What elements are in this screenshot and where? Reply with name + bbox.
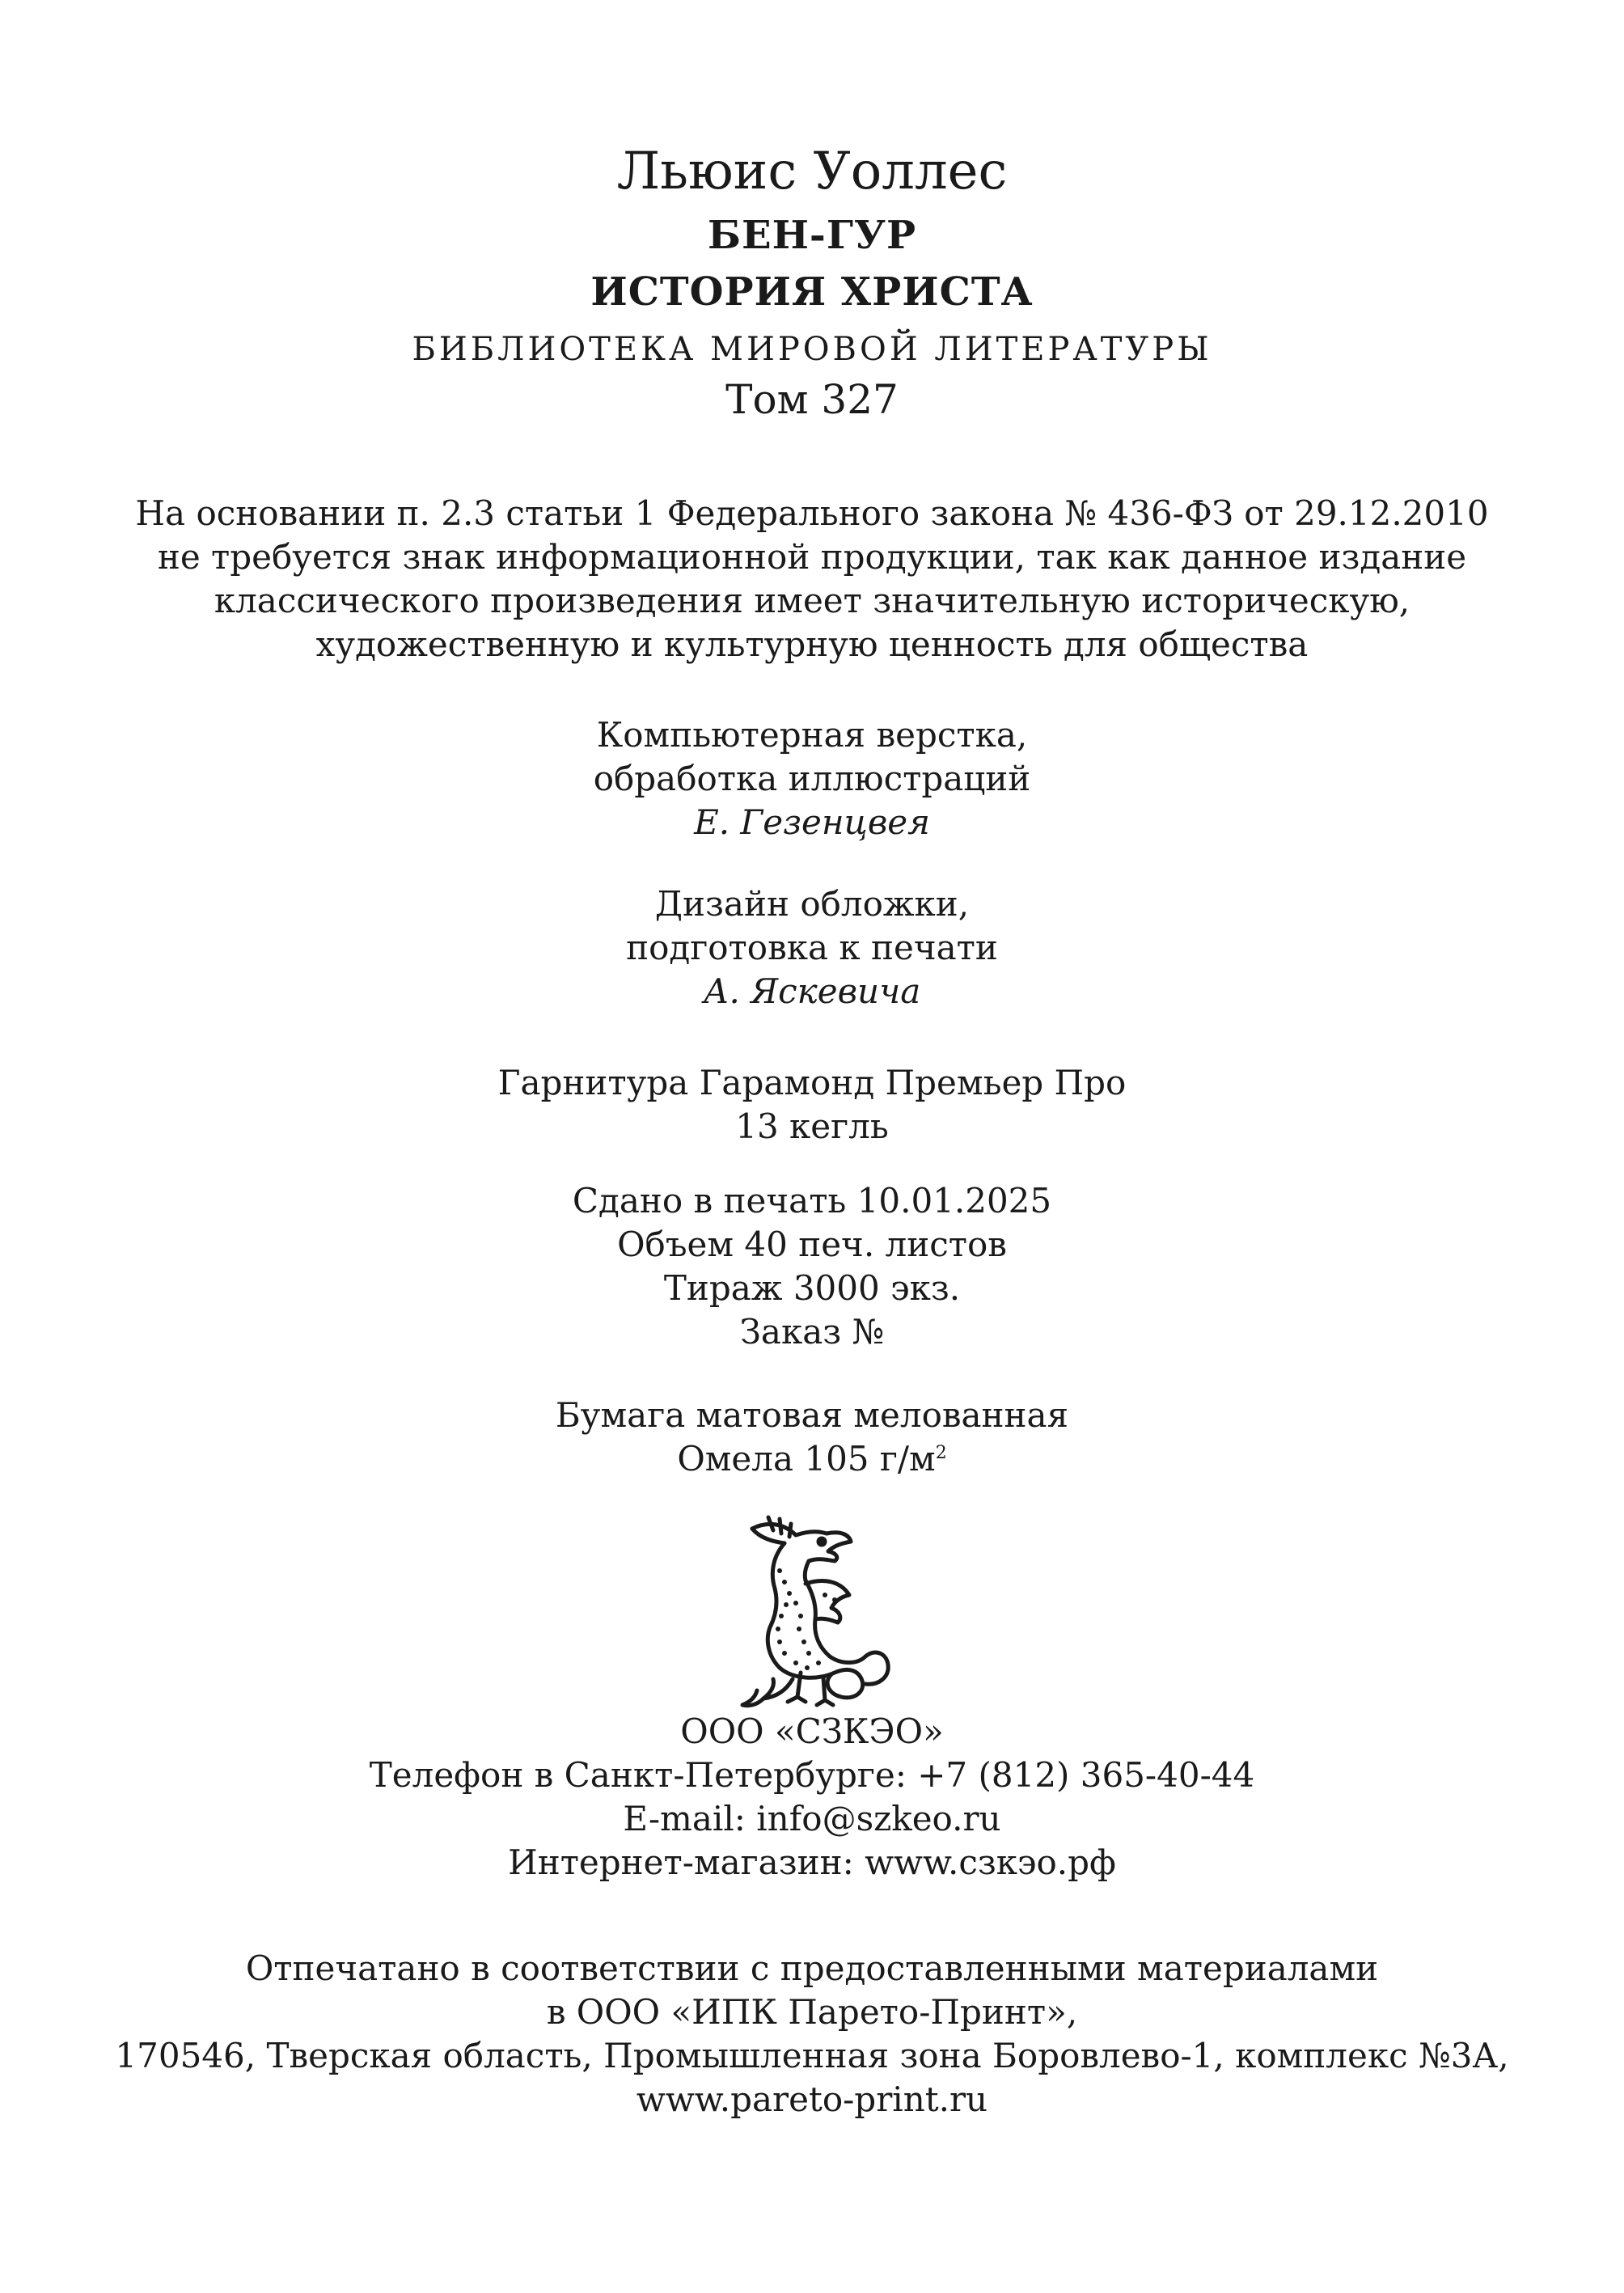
legal-line: классического произведения имеет значительную историческую, bbox=[214, 581, 1410, 620]
type-size: 13 кегль bbox=[735, 1106, 889, 1146]
credit-role: Компьютерная верстка, bbox=[596, 715, 1028, 755]
printing-info bbox=[0, 1179, 1624, 1354]
credit-person: Е. Гезенцвея bbox=[694, 802, 930, 842]
print-volume: Объем 40 печ. листов bbox=[617, 1225, 1007, 1264]
printer-info bbox=[0, 1947, 1624, 2122]
book-title: БЕН-ГУР bbox=[707, 213, 917, 258]
printer-line: в ООО «ИПК Парето-Принт», bbox=[546, 1992, 1078, 2032]
paper-grade-text: Омела 105 г/м bbox=[677, 1439, 936, 1479]
legal-notice bbox=[0, 492, 1624, 666]
publisher-shop: Интернет-магазин: www.сзкэо.рф bbox=[508, 1842, 1116, 1882]
author-name: Льюис Уоллес bbox=[616, 142, 1008, 201]
publisher-name: ООО «СЗКЭО» bbox=[680, 1711, 944, 1751]
printer-line: www.pareto-print.ru bbox=[636, 2079, 988, 2119]
print-run: Тираж 3000 экз. bbox=[663, 1268, 961, 1308]
paper-type: Бумага матовая мелованная bbox=[555, 1395, 1069, 1435]
credit-role: подготовка к печати bbox=[626, 928, 998, 967]
credit-role: Дизайн обложки, bbox=[654, 884, 970, 924]
volume-number: Том 327 bbox=[725, 376, 899, 423]
layout-credit bbox=[0, 713, 1624, 844]
publisher-info bbox=[0, 1710, 1624, 1885]
paper-grade bbox=[0, 1437, 1624, 1481]
typography-info bbox=[0, 1061, 1624, 1149]
printer-line: 170546, Тверская область, Промышленная зона Боровлево-1, комплекс №3А, bbox=[115, 2036, 1509, 2075]
credit-person: А. Яскевича bbox=[703, 971, 921, 1011]
publisher-email: E-mail: info@szkeo.ru bbox=[623, 1799, 1001, 1838]
order-number: Заказ № bbox=[739, 1312, 885, 1352]
credit-role: обработка иллюстраций bbox=[593, 759, 1031, 798]
book-subtitle: ИСТОРИЯ ХРИСТА bbox=[590, 269, 1034, 315]
print-date: Сдано в печать 10.01.2025 bbox=[572, 1181, 1052, 1221]
legal-line: художественную и культурную ценность для общества bbox=[315, 624, 1309, 664]
legal-line: не требуется знак информационной продукции, так как данное издание bbox=[157, 537, 1467, 577]
publisher-phone: Телефон в Санкт-Петербурге: +7 (812) 365-40-44 bbox=[369, 1755, 1255, 1795]
book-header bbox=[0, 139, 1624, 425]
paper-grade-sup: 2 bbox=[935, 1443, 947, 1463]
series-name: БИБЛИОТЕКА МИРОВОЙ ЛИТЕРАТУРЫ bbox=[412, 331, 1212, 368]
typeface: Гарнитура Гарамонд Премьер Про bbox=[497, 1063, 1127, 1102]
dragon-emblem-icon bbox=[728, 1514, 906, 1716]
printer-line: Отпечатано в соответствии с предоставленными материалами bbox=[245, 1948, 1379, 1988]
cover-credit bbox=[0, 882, 1624, 1013]
legal-line: На основании п. 2.3 статьи 1 Федерального закона № 436-ФЗ от 29.12.2010 bbox=[135, 493, 1489, 533]
paper-info bbox=[0, 1394, 1624, 1481]
